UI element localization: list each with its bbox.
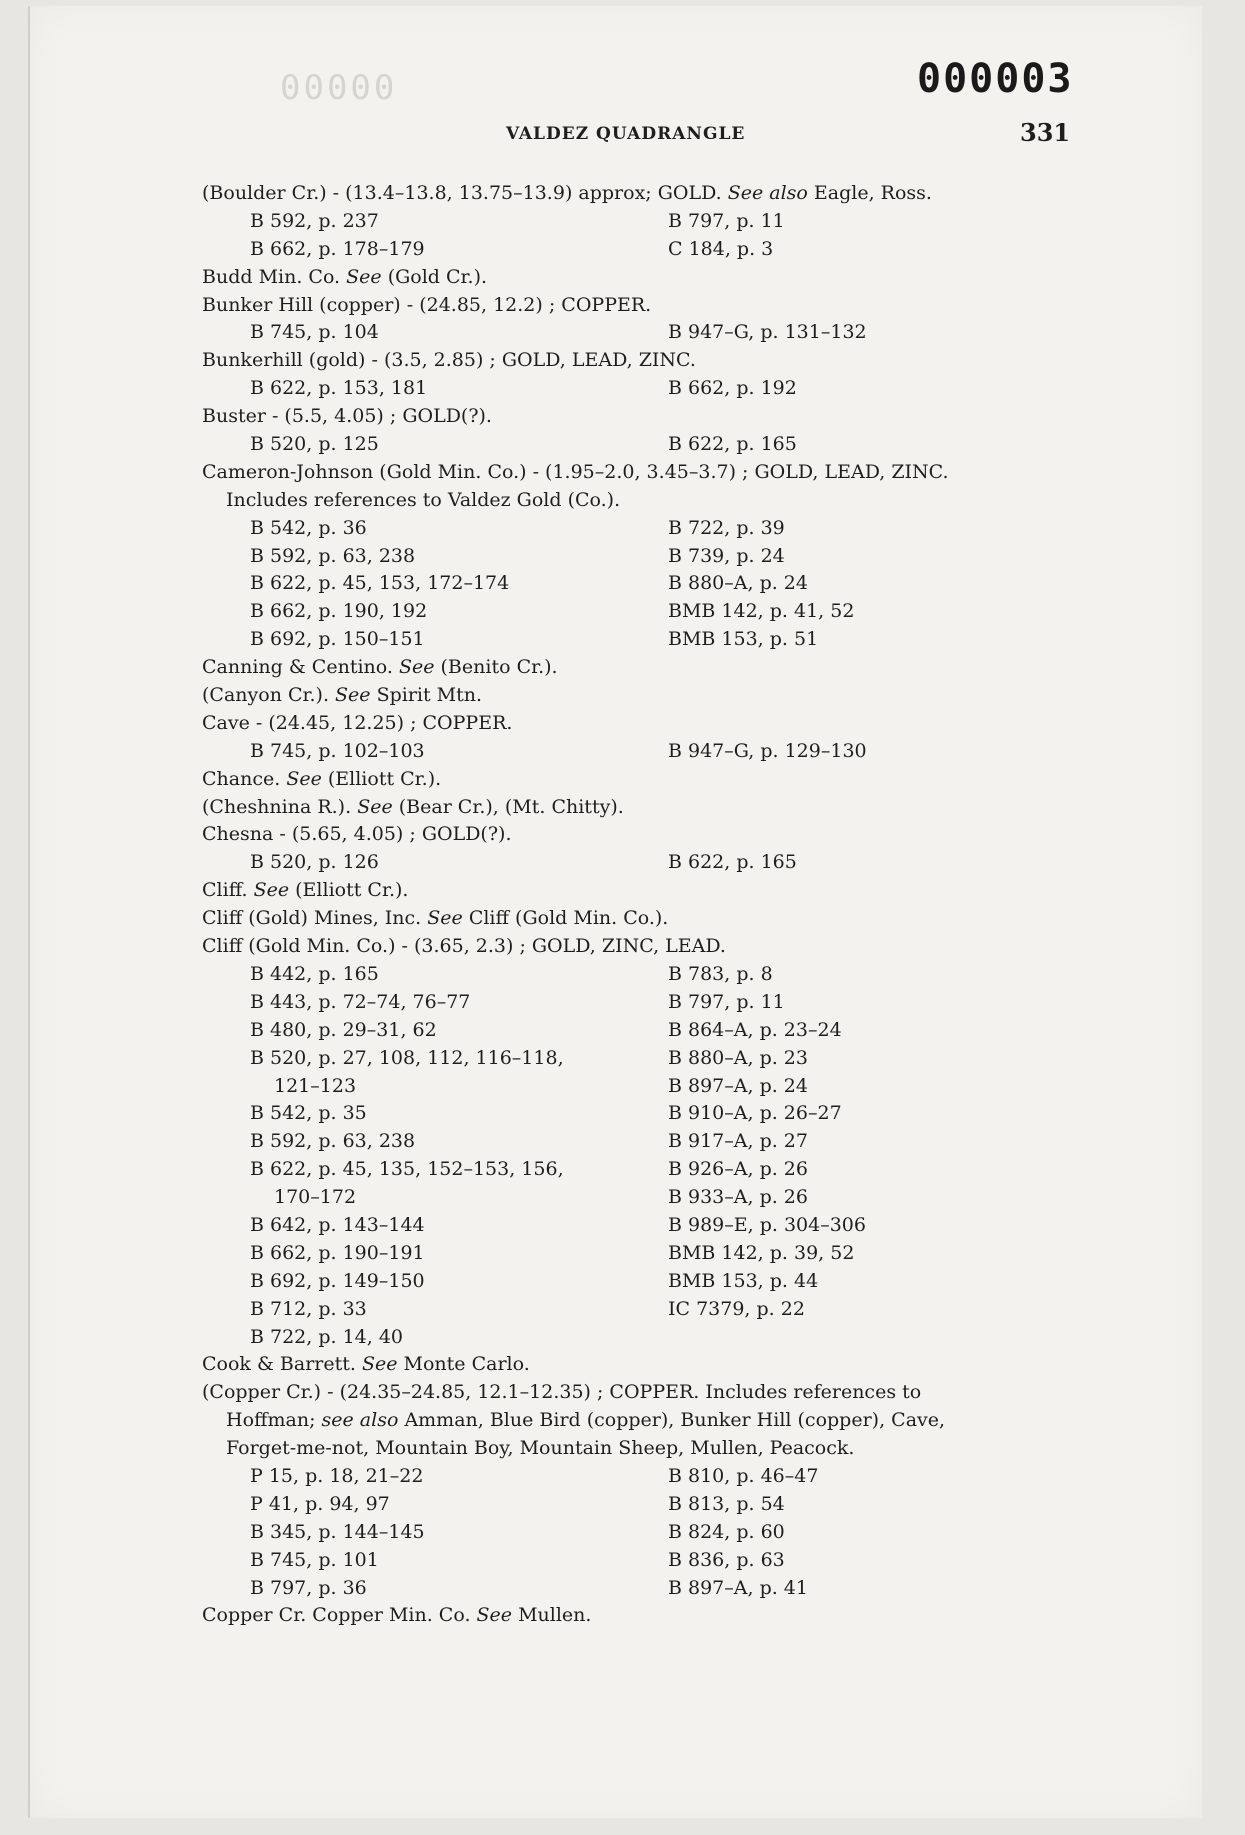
reference-right: B 739, p. 24 <box>668 544 785 567</box>
reference-right: BMB 153, p. 51 <box>668 628 819 651</box>
reference-left: B 520, p. 126 <box>250 851 379 874</box>
see-reference-label: See <box>361 1353 398 1376</box>
reference-right: B 897–A, p. 41 <box>668 1576 808 1599</box>
reference-left: B 722, p. 14, 40 <box>250 1325 404 1348</box>
entry-text: (Elliott Cr.). <box>321 767 442 790</box>
reference-left: B 642, p. 143–144 <box>250 1213 425 1236</box>
index-entry <box>202 1602 1082 1630</box>
reference-right: B 897–A, p. 24 <box>668 1074 808 1097</box>
reference-left: 170–172 <box>274 1186 357 1209</box>
reference-left: B 622, p. 153, 181 <box>250 377 428 400</box>
reference-row <box>202 849 1082 877</box>
reference-left: B 745, p. 102–103 <box>250 739 425 762</box>
reference-row <box>202 1156 1082 1184</box>
reference-right: B 926–A, p. 26 <box>668 1158 808 1181</box>
entry-text: Bunker Hill (copper) - (24.85, 12.2) ; COPPER. <box>202 293 652 316</box>
entry-continuation <box>202 1407 1082 1435</box>
index-entry <box>202 403 1082 459</box>
reference-right: B 813, p. 54 <box>668 1492 785 1515</box>
reference-row <box>202 598 1082 626</box>
reference-row <box>202 208 1082 236</box>
reference-left: B 797, p. 36 <box>250 1576 367 1599</box>
reference-row <box>202 961 1082 989</box>
reference-row <box>202 1184 1082 1212</box>
entry-heading <box>202 1351 1082 1379</box>
page-number: 331 <box>1020 118 1071 147</box>
reference-row <box>202 738 1082 766</box>
reference-right: BMB 142, p. 41, 52 <box>668 600 855 623</box>
see-reference-label: See <box>476 1604 513 1627</box>
entry-text: (Elliott Cr.). <box>289 879 409 902</box>
reference-row <box>202 1268 1082 1296</box>
reference-right: B 824, p. 60 <box>668 1520 785 1543</box>
reference-left: B 662, p. 190–191 <box>250 1241 425 1264</box>
reference-left: B 542, p. 36 <box>250 516 367 539</box>
index-entry <box>202 877 1082 905</box>
entry-heading <box>202 710 1082 738</box>
see-reference-label: See <box>346 265 382 288</box>
index-content <box>202 180 1082 1630</box>
entry-text: (Benito Cr.). <box>434 656 558 679</box>
entry-text: (Cheshnina R.). <box>202 795 358 818</box>
reference-left: B 442, p. 165 <box>250 962 379 985</box>
entry-heading <box>202 180 1082 208</box>
entry-heading <box>202 794 1082 822</box>
reference-right: B 836, p. 63 <box>668 1548 785 1571</box>
reference-row <box>202 1100 1082 1128</box>
entry-text: Cave - (24.45, 12.25) ; COPPER. <box>202 711 513 734</box>
reference-row <box>202 319 1082 347</box>
entry-heading <box>202 682 1082 710</box>
reference-left: B 345, p. 144–145 <box>250 1520 425 1543</box>
reference-right: B 622, p. 165 <box>668 851 797 874</box>
entry-text: Mullen. <box>512 1604 592 1627</box>
entry-text: Cliff (Gold Min. Co.) - (3.65, 2.3) ; GOLD, ZINC, LEAD. <box>202 935 726 958</box>
reference-right: B 933–A, p. 26 <box>668 1186 808 1209</box>
entry-continuation <box>202 1435 1082 1463</box>
reference-row <box>202 431 1082 459</box>
index-entry <box>202 1351 1082 1379</box>
ghost-stamp: 00000 <box>280 68 398 108</box>
index-entry <box>202 766 1082 794</box>
index-entry <box>202 933 1082 1351</box>
reference-row <box>202 1463 1082 1491</box>
reference-right: B 797, p. 11 <box>668 990 785 1013</box>
reference-left: B 592, p. 63, 238 <box>250 544 416 567</box>
reference-row <box>202 1491 1082 1519</box>
entry-text: (Bear Cr.), (Mt. Chitty). <box>392 795 624 818</box>
reference-row <box>202 1212 1082 1240</box>
reference-row <box>202 1519 1082 1547</box>
reference-left: B 692, p. 149–150 <box>250 1269 425 1292</box>
reference-row <box>202 1128 1082 1156</box>
entry-heading <box>202 347 1082 375</box>
reference-row <box>202 236 1082 264</box>
reference-left: B 622, p. 45, 153, 172–174 <box>250 572 510 595</box>
entry-text: Cliff. <box>202 879 254 902</box>
reference-right: B 947–G, p. 131–132 <box>668 321 867 344</box>
reference-left: P 41, p. 94, 97 <box>250 1492 390 1515</box>
entry-text: (Boulder Cr.) - (13.4–13.8, 13.75–13.9) approx; GOLD. <box>202 182 728 204</box>
entry-heading <box>202 1602 1082 1630</box>
reference-left: B 745, p. 101 <box>250 1548 379 1571</box>
entry-text: Bunkerhill (gold) - (3.5, 2.85) ; GOLD, LEAD, ZINC. <box>202 349 696 372</box>
reference-left: P 15, p. 18, 21–22 <box>250 1464 424 1487</box>
index-entry <box>202 654 1082 682</box>
entry-text: (Canyon Cr.). <box>202 684 336 707</box>
entry-heading <box>202 821 1082 849</box>
reference-row <box>202 375 1082 403</box>
entry-heading <box>202 292 1082 320</box>
reference-left: 121–123 <box>274 1074 357 1097</box>
reference-row <box>202 515 1082 543</box>
see-reference-label: See also <box>727 182 808 204</box>
reference-right: B 864–A, p. 23–24 <box>668 1018 842 1041</box>
reference-right: B 880–A, p. 23 <box>668 1046 808 1069</box>
reference-right: B 797, p. 11 <box>668 209 785 232</box>
entry-text: Hoffman; <box>226 1409 322 1432</box>
see-reference-label: See <box>427 907 463 930</box>
entry-text: Chesna - (5.65, 4.05) ; GOLD(?). <box>202 823 512 846</box>
reference-row <box>202 1575 1082 1603</box>
page-stamp: 000003 <box>917 56 1074 102</box>
reference-row <box>202 1073 1082 1101</box>
reference-row <box>202 1240 1082 1268</box>
entry-text: Includes references to Valdez Gold (Co.). <box>226 488 621 511</box>
reference-row <box>202 1045 1082 1073</box>
entry-heading <box>202 905 1082 933</box>
reference-left: B 592, p. 237 <box>250 209 379 232</box>
reference-right: B 910–A, p. 26–27 <box>668 1102 842 1125</box>
entry-text: Cliff (Gold Min. Co.). <box>462 907 669 930</box>
reference-right: BMB 153, p. 44 <box>668 1269 819 1292</box>
entry-heading <box>202 264 1082 292</box>
index-entry <box>202 459 1082 654</box>
reference-row <box>202 1547 1082 1575</box>
index-entry <box>202 347 1082 403</box>
entry-text: Buster - (5.5, 4.05) ; GOLD(?). <box>202 405 492 428</box>
entry-heading <box>202 933 1082 961</box>
reference-row <box>202 626 1082 654</box>
see-reference-label: see also <box>321 1409 399 1432</box>
entry-text: Chance. <box>202 767 287 790</box>
reference-row <box>202 989 1082 1017</box>
reference-left: B 592, p. 63, 238 <box>250 1130 416 1153</box>
reference-left: B 692, p. 150–151 <box>250 628 425 651</box>
reference-right: B 989–E, p. 304–306 <box>668 1213 866 1236</box>
reference-left: B 480, p. 29–31, 62 <box>250 1018 437 1041</box>
reference-left: B 662, p. 178–179 <box>250 237 425 260</box>
reference-left: B 712, p. 33 <box>250 1297 367 1320</box>
entry-text: Monte Carlo. <box>397 1353 530 1376</box>
entry-text: Budd Min. Co. <box>202 265 347 288</box>
entry-text: Cook & Barrett. <box>202 1353 362 1376</box>
entry-heading <box>202 459 1082 487</box>
reference-right: B 662, p. 192 <box>668 377 797 400</box>
entry-heading <box>202 654 1082 682</box>
entry-text: Spirit Mtn. <box>370 684 483 707</box>
index-entry <box>202 794 1082 822</box>
index-entry <box>202 1379 1082 1602</box>
reference-left: B 745, p. 104 <box>250 321 379 344</box>
entry-heading <box>202 1379 1082 1407</box>
entry-text: (Copper Cr.) - (24.35–24.85, 12.1–12.35) ; COPPER. Includes references to <box>202 1381 922 1404</box>
reference-row <box>202 1324 1082 1352</box>
see-reference-label: See <box>286 767 322 790</box>
entry-text: Amman, Blue Bird (copper), Bunker Hill (copper), Cave, <box>398 1409 946 1432</box>
reference-left: B 443, p. 72–74, 76–77 <box>250 990 471 1013</box>
entry-text: Cameron-Johnson (Gold Min. Co.) - (1.95–2.0, 3.45–3.7) ; GOLD, LEAD, ZINC. <box>202 460 949 483</box>
entry-heading <box>202 403 1082 431</box>
reference-left: B 662, p. 190, 192 <box>250 600 428 623</box>
reference-row <box>202 1017 1082 1045</box>
reference-left: B 622, p. 45, 135, 152–153, 156, <box>250 1158 564 1181</box>
page-title: VALDEZ QUADRANGLE <box>506 124 746 144</box>
reference-row <box>202 1296 1082 1324</box>
reference-right: C 184, p. 3 <box>668 237 774 260</box>
entry-text: Eagle, Ross. <box>807 182 932 204</box>
entry-text: (Gold Cr.). <box>381 265 488 288</box>
reference-left: B 520, p. 125 <box>250 433 379 456</box>
reference-left: B 520, p. 27, 108, 112, 116–118, <box>250 1046 564 1069</box>
reference-right: B 947–G, p. 129–130 <box>668 739 867 762</box>
entry-text: Canning & Centino. <box>202 656 399 679</box>
index-entry <box>202 682 1082 710</box>
index-entry <box>202 180 1082 264</box>
index-entry <box>202 905 1082 933</box>
index-entry <box>202 710 1082 766</box>
reference-right: B 917–A, p. 27 <box>668 1130 808 1153</box>
reference-right: B 783, p. 8 <box>668 962 773 985</box>
index-entry <box>202 821 1082 877</box>
see-reference-label: See <box>357 795 393 818</box>
reference-left: B 542, p. 35 <box>250 1102 367 1125</box>
reference-right: B 810, p. 46–47 <box>668 1464 819 1487</box>
see-reference-label: See <box>398 656 435 679</box>
reference-right: B 622, p. 165 <box>668 433 797 456</box>
see-reference-label: See <box>253 879 290 902</box>
index-entry <box>202 264 1082 292</box>
reference-row <box>202 570 1082 598</box>
entry-text: Cliff (Gold) Mines, Inc. <box>202 907 428 930</box>
entry-heading <box>202 766 1082 794</box>
document-page <box>28 6 1202 1818</box>
entry-continuation <box>202 487 1082 515</box>
index-entry <box>202 292 1082 348</box>
entry-text: Forget-me-not, Mountain Boy, Mountain Sheep, Mullen, Peacock. <box>226 1437 855 1460</box>
reference-row <box>202 543 1082 571</box>
reference-right: BMB 142, p. 39, 52 <box>668 1241 855 1264</box>
reference-right: B 880–A, p. 24 <box>668 572 808 595</box>
reference-right: B 722, p. 39 <box>668 516 785 539</box>
see-reference-label: See <box>335 684 371 707</box>
reference-right: IC 7379, p. 22 <box>668 1297 805 1320</box>
entry-heading <box>202 877 1082 905</box>
entry-text: Copper Cr. Copper Min. Co. <box>202 1604 477 1627</box>
